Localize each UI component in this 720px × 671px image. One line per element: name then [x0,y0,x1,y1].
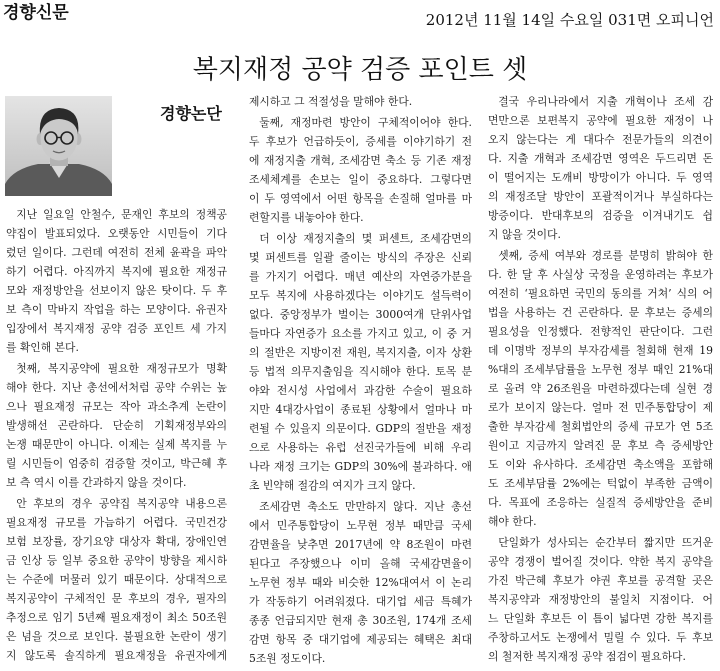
text-line: 두 후보가 언급하듯이, 증세를 이야기하기 전 [249,135,472,148]
text-line: 이 떨어지는 도깨비 방망이가 아니다. 두 영역 [488,171,713,184]
text-line: 조세감면 축소도 만만하지 않다. 지난 총선 [259,500,472,513]
text-line: 하기 어렵다. 아직까지 복지에 필요한 재정규 [6,265,227,278]
text-line: 는 수준에 머물러 있기 때문이다. 상대적으로 [6,573,227,586]
text-line: 도 이와 유사하다. 조세감면 축소액을 포함해 [488,458,713,471]
text-line: 종종 언급되지만 현재 총 30조원, 174개 조세 [249,614,472,627]
edition-date-line: 2012년 11월 14일 수요일 031면 오피니언 [425,11,714,29]
text-line: 데 이명박 정부의 부자감세를 철회해 현재 19 [488,344,713,357]
text-line: 감면율을 낮추면 2017년에 약 8조원이 마련 [249,538,472,551]
text-line: 원이고 지금까지 알려진 문 후보 측 증세방안 [488,439,713,452]
text-line: 다. 목표에 조응하는 실질적 증세방안을 준비 [488,496,713,509]
text-line: 야와 전시성 사업에서 과감한 수술이 필요하 [249,384,472,397]
article-column [488,92,713,666]
text-line: 방증이다. 반대후보의 검증을 이겨내기도 쉽 [488,209,713,222]
text-line: 출한 부자감세 철회법안의 증세 규모가 연 5조 [488,420,713,433]
paragraph [6,494,227,665]
text-line: 등 법적 의무지출임을 직시해야 한다. 토목 분 [249,365,472,378]
text-line: 5조원 정도이다. [249,652,326,665]
article-column [6,205,227,665]
text-line: 로 올려 약 26조원을 마련하겠다는데 실현 경 [488,382,713,395]
text-line: 의 철저한 복지재정 공약 점검이 필요하다. [488,650,686,663]
text-line: 된다고 주장했으나 이미 올해 국세감면율이 [249,557,472,570]
text-line: 다. 지출 개혁과 조세감면 영역은 두드리면 돈 [488,152,713,165]
text-line: 발생해선 곤란하다. 단순히 기획재정부와의 [6,419,227,432]
text-line: 노무현 정부 때와 비슷한 12%대여서 이 논리 [249,576,472,589]
text-line: 없다. 중앙정부가 벌이는 3000여개 단위사업 [249,308,472,321]
paragraph [488,92,713,244]
text-line: 법을 사용하는 건 곤란하다. 문 후보는 증세의 [488,306,713,319]
text-line: 보 측 역시 이를 간과하지 않을 것이다. [6,476,187,489]
text-line: 가 작동하기 어려워졌다. 대기업 세금 특혜가 [249,595,472,608]
section-label: 경향논단 [160,104,222,123]
text-line: 몇 퍼센트를 일괄 줄이는 방식의 주장은 신뢰 [249,251,472,264]
text-line: 으나 필요재정 규모는 작아 과소추계 논란이 [6,400,227,413]
text-line: 주창하고서도 논쟁에서 밀릴 수 있다. 두 후보 [488,631,713,644]
text-line: 으로 사용하는 유럽 선진국가들에 비해 우리 [249,441,472,454]
text-line: 약집이 발표되었다. 오랫동안 시민들이 기다 [6,227,227,240]
text-line: 감면 항목 중 대기업에 제공되는 혜택은 최대 [249,633,472,646]
paragraph [249,229,472,495]
text-line: 련될 수 있을지 의문이다. GDP의 절반을 재정 [249,422,472,435]
text-line: 가진 박근혜 후보가 야권 후보를 공격할 곳은 [488,574,713,587]
text-line: 이 두 영역에서 어떤 항목을 손질해 얼마를 마 [249,192,472,205]
text-line: 보험 보장률, 장기요양 대상자 확대, 장애인연 [6,535,227,548]
paragraph [6,205,227,357]
text-line: 를 확인해 본다. [6,341,79,354]
text-line: 제시하고 그 적절성을 말해야 한다. [249,95,413,108]
text-line: 해야 한다. [488,515,537,528]
text-line: 결국 우리나라에서 지출 개혁이나 조세 감 [498,95,713,108]
text-line: 모와 재정방안을 선보이지 않은 탓이다. 두 후 [6,284,227,297]
text-line: 필요재정 규모를 가늠하기 어렵다. 국민건강 [6,516,227,529]
text-line: 렸던 일이다. 그런데 여전히 전체 윤곽을 파악 [6,246,227,259]
paragraph [6,359,227,492]
text-line: %대의 조세부담률을 노무현 정부 때인 21%대 [488,363,713,376]
text-line: 필요성을 인정했다. 전향적인 판단이다. 그런 [488,325,713,338]
text-line: 로가 보이지 않는다. 얼마 전 민주통합당이 제 [488,401,713,414]
text-line: 안 후보의 경우 공약집 복지공약 내용으론 [16,497,227,510]
author-portrait [5,96,112,196]
text-line: 릴 시민들이 엄중히 검증할 것이고, 박근혜 후 [6,457,227,470]
text-line: 더 이상 재정지출의 몇 퍼센트, 조세감면의 [259,232,472,245]
text-line: 공약 경쟁이 벌어질 것이다. 약한 복지 공약을 [488,555,713,568]
paragraph [488,246,713,531]
paragraph [249,497,472,668]
text-line: 둘째, 재정마련 방안이 구체적이어야 한다. [259,116,472,129]
text-line: 단일화가 성사되는 순간부터 짧지만 뜨거운 [498,536,713,549]
article-column [249,92,472,668]
text-line: 지 않도록 솔직하게 필요재정을 유권자에게 [6,649,227,662]
text-line: 금 인상 등 일부 중요한 공약이 방향을 제시하 [6,554,227,567]
text-line: 를 가지기 어렵다. 매년 예산의 자연증가분을 [249,270,472,283]
text-line: 지만 4대강사업이 종료된 상황에서 얼마나 마 [249,403,472,416]
text-line: 느 단일화 후보든 이 틈이 넓다면 강한 복지를 [488,612,713,625]
text-line: 들마다 자연증가 요소를 가지고 있고, 이 중 거 [249,327,472,340]
text-line: 복지공약이 구체적인 문 후보의 경우, 필자의 [6,592,227,605]
text-line: 에 재정지출 개혁, 조세감면 축소 등 기존 재정 [249,154,472,167]
paragraph [488,533,713,666]
text-line: 오지 않는다는 게 대다수 전문가들의 의견이 [488,133,713,146]
text-line: 도 조세부담률 2%에는 턱없이 부족한 금액이 [488,477,713,490]
text-line: 나라 재정 크기는 GDP의 30%에 불과하다. 애 [249,460,472,473]
text-line: 논쟁 때문만이 아니다. 이제는 실제 복지를 누 [6,438,227,451]
text-line: 첫째, 복지공약에 필요한 재정규모가 명확 [16,362,227,375]
paragraph [249,113,472,227]
text-line: 에서 민주통합당이 노무현 정부 때만큼 국세 [249,519,472,532]
text-line: 보 측이 막바지 작업을 하는 모양이다. 유권자 [6,303,227,316]
text-line: 여전히 ‘필요하면 국민의 동의를 거쳐’ 식의 어 [488,287,713,300]
newspaper-name: 경향신문 [3,3,69,23]
text-line: 다. 한 달 후 사실상 국정을 운영하려는 후보가 [488,268,713,281]
text-line: 해야 한다. 지난 총선에서처럼 공약 수위는 높 [6,381,227,394]
headline: 복지재정 공약 검증 포인트 셋 [192,55,528,85]
paragraph [249,92,472,111]
text-line: 셋째, 증세 여부와 경로를 분명히 밝혀야 한 [498,249,713,262]
text-line: 입장에서 복지재정 공약 검증 포인트 세 가지 [6,322,227,335]
byline-block [0,0,240,200]
text-line: 복지공약과 재정방안의 불일치 지점이다. 어 [488,593,713,606]
text-line: 추정으로 임기 5년째 필요재정이 최소 50조원 [6,611,227,624]
text-line: 면만으론 보편복지 공약에 필요한 재정이 나 [488,114,713,127]
text-line: 의 재정조달 방안이 포괄적이거나 부실하다는 [488,190,713,203]
text-line: 의 절반은 지방이전 재원, 복지지출, 이자 상환 [249,346,472,359]
text-line: 지난 일요일 안철수, 문재인 후보의 정책공 [16,208,227,221]
text-line: 조세체계를 손보는 일이 중요하다. 그렇다면 [249,173,472,186]
text-line: 초 빈약해 절감의 여지가 크지 않다. [249,479,416,492]
text-line: 은 넘을 것으로 보인다. 불필요한 논란이 생기 [6,630,227,643]
text-line: 모두 복지에 사용하겠다는 이야기도 설득력이 [249,289,472,302]
text-line: 지 않을 것이다. [488,228,561,241]
text-line: 련할지를 내놓아야 한다. [249,211,364,224]
